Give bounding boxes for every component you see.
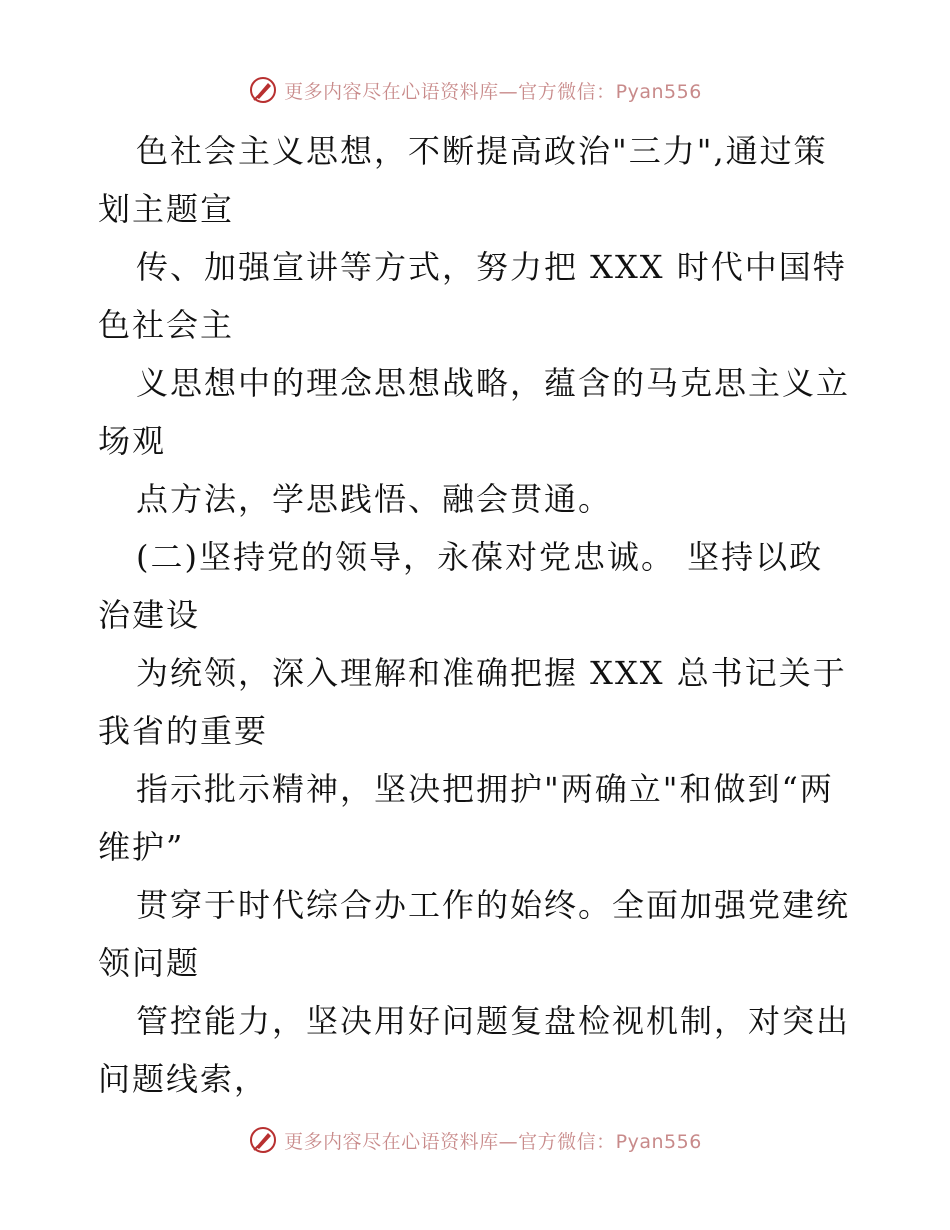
body-line: 管控能力，坚决用好问题复盘检视机制，对突出 <box>136 1002 851 1040</box>
body-line: 治建设 <box>98 596 201 634</box>
body-line: 点方法，学思践悟、融会贯通。 <box>136 480 613 518</box>
body-line: 色社会主义思想，不断提高政治"三力",通过策 <box>136 132 828 170</box>
body-line: 义思想中的理念思想战略，蕴含的马克思主义立 <box>136 364 851 402</box>
body-line: 色社会主 <box>98 306 235 344</box>
body-line: 场观 <box>98 422 167 460</box>
body-line: 维护” <box>98 828 185 866</box>
quill-pen-logo-icon <box>248 75 278 105</box>
header-banner-text: 更多内容尽在心语资料库—官方微信：Pyan556 <box>284 80 702 103</box>
body-line: 我省的重要 <box>98 712 269 750</box>
header-banner <box>0 70 950 110</box>
body-line: 划主题宣 <box>98 190 235 228</box>
body-line: 领问题 <box>98 944 201 982</box>
document-body <box>98 122 858 1108</box>
body-line: 贯穿于时代综合办工作的始终。全面加强党建统 <box>136 886 851 924</box>
body-line: (二)坚持党的领导，永葆对党忠诚。 坚持以政 <box>136 538 824 576</box>
quill-pen-logo-icon <box>248 1125 278 1155</box>
body-line: 为统领，深入理解和准确把握 XXX 总书记关于 <box>136 654 847 692</box>
footer-banner-text: 更多内容尽在心语资料库—官方微信：Pyan556 <box>284 1130 702 1153</box>
body-line: 指示批示精神，坚决把拥护"两确立"和做到“两 <box>136 770 834 808</box>
body-line: 传、加强宣讲等方式，努力把 XXX 时代中国特 <box>136 248 847 286</box>
body-line: 问题线索， <box>98 1060 269 1098</box>
footer-banner <box>0 1120 950 1160</box>
